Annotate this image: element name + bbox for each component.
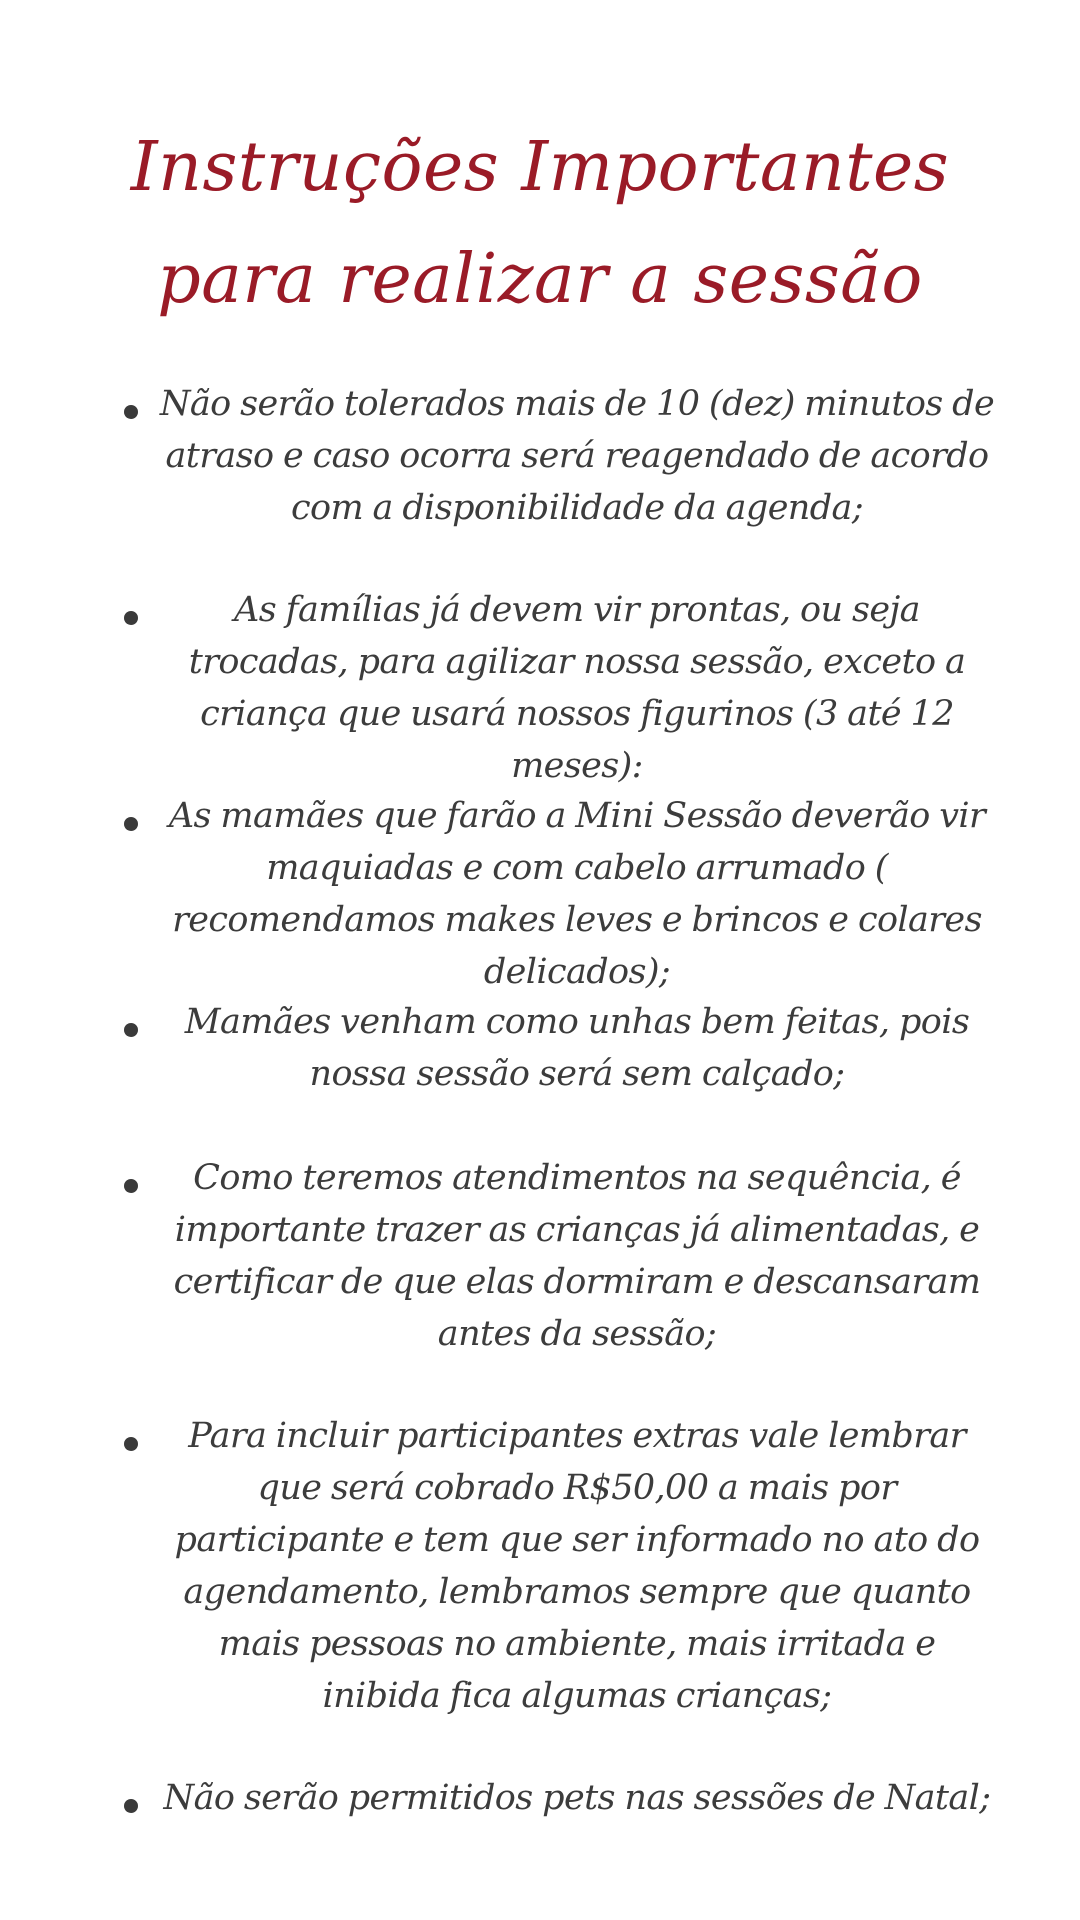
instruction-text-5: Como teremos atendimentos na sequência, é importante trazer as crianças já alimentadas, e certificar de que elas dormiram e descansaram antes da sessão; <box>173 1158 981 1354</box>
bullet-icon <box>124 817 138 831</box>
bullet-icon <box>124 1799 138 1813</box>
instruction-text-1: Não serão tolerados mais de 10 (dez) minutos de atraso e caso ocorra será reagendado de acordo com a disponibilidade da agenda; <box>159 384 995 528</box>
instruction-text-2: As famílias já devem vir prontas, ou seja trocadas, para agilizar nossa sessão, exceto a criança que usará nossos figurinos (3 até 12 meses): <box>188 590 966 786</box>
bullet-icon <box>124 405 138 419</box>
instruction-text-6: Para incluir participantes extras vale lembrar que será cobrado R$50,00 a mais por participante e tem que ser informado no ato do agendamento, lembramos sempre que quanto mais pessoas no ambiente, mais irritada e inibida fica algumas crianças; <box>174 1416 980 1716</box>
instruction-text-3: As mamães que farão a Mini Sessão deverão vir maquiadas e com cabelo arrumado ( recomendamos makes leves e brincos e colares delicados); <box>168 796 986 992</box>
bullet-icon <box>124 1437 138 1451</box>
bullet-icon <box>124 611 138 625</box>
page-title: Instruções Importantes para realizar a sessão <box>130 128 950 319</box>
bullet-icon <box>124 1023 138 1037</box>
bullet-icon <box>124 1179 138 1193</box>
instruction-text-4: Mamães venham como unhas bem feitas, pois nossa sessão será sem calçado; <box>184 1002 970 1094</box>
instruction-text-7: Não serão permitidos pets nas sessões de Natal; <box>163 1778 991 1818</box>
